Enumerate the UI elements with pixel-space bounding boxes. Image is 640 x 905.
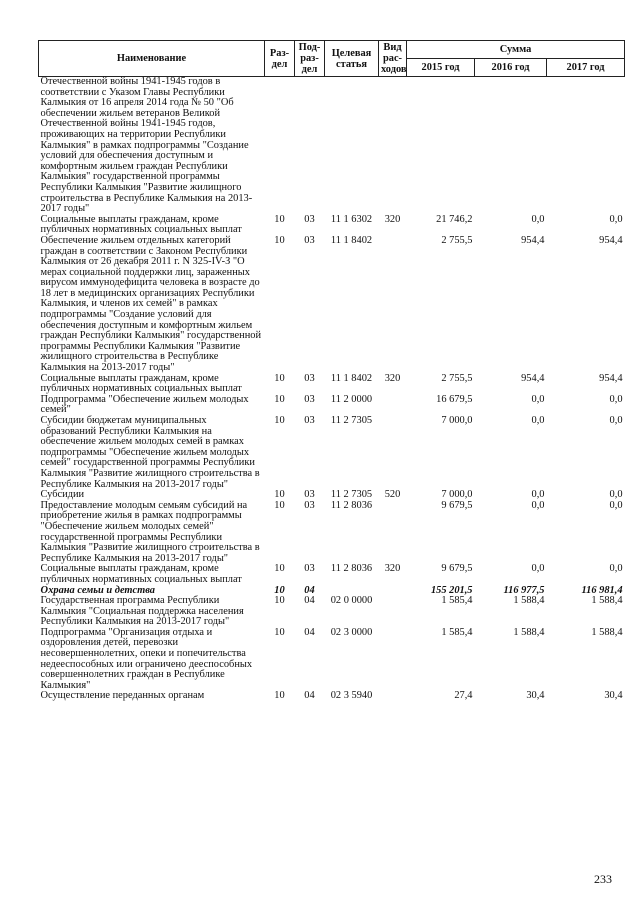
table-row [39,416,625,490]
cell-podrazdel: 03 [304,499,315,511]
cell-razdel: 10 [274,234,285,246]
cell-expense-type [379,596,407,628]
cell-podrazdel: 03 [304,563,315,575]
table-row [39,596,625,628]
cell-target-article: 11 1 8402 [330,372,373,384]
cell-podrazdel: 03 [304,372,315,384]
cell-sum-2015: 7 000,0 [441,415,473,426]
cell-sum-2016: 0,0 [531,489,545,501]
header-year-2017: 2017 год [547,59,625,77]
cell-expense-type [379,236,407,374]
header-year-2015: 2015 год [407,59,475,77]
cell-podrazdel: 03 [304,489,315,501]
header-name: Наименование [39,41,265,77]
table-row [39,691,625,702]
cell-name: Подпрограмма "Организация отдыха и оздоровления детей, перевозки несовершеннолетних, опеки и попечительства недееспособных или ограничено дееспособных совершеннолетних граждан в Республике Калмыкия" [40,626,253,691]
cell-target-article [325,77,379,215]
cell-expense-type: 320 [384,213,401,225]
table-row [39,236,625,374]
budget-table [38,40,625,702]
cell-sum-2016: 1 588,4 [513,595,545,607]
cell-podrazdel: 03 [304,393,315,405]
cell-target-article: 11 2 0000 [330,393,373,405]
cell-target-article: 02 3 5940 [330,690,373,702]
cell-name: Предоставление молодым семьям субсидий на приобретение жилья в рамках подпрограммы "Обеспечение жильем молодых семей" государственной программы Республики Калмыкия "Развитие жилищного строительства в Республике Калмыкия на 2013-2017 годы" [40,499,260,564]
cell-razdel: 10 [274,626,285,638]
cell-sum-2015: 21 746,2 [436,213,473,225]
table-row [39,564,625,585]
cell-razdel: 10 [274,393,285,405]
cell-sum-2015: 2 755,5 [441,234,473,246]
cell-expense-type [379,416,407,490]
cell-podrazdel: 03 [304,234,315,246]
header-razdel: Раз-дел [265,41,295,77]
cell-sum-2017: 30,4 [604,690,623,702]
cell-target-article: 11 2 8036 [330,563,373,575]
header-sum: Сумма [407,41,625,59]
cell-sum-2016: 0,0 [531,499,545,511]
cell-razdel: 10 [274,563,285,575]
table-row [39,215,625,236]
table-row [39,77,625,215]
table-row [39,501,625,565]
cell-razdel: 10 [274,690,285,702]
cell-sum-2017: 0,0 [609,393,623,405]
cell-podrazdel [295,77,325,215]
cell-sum-2017: 0,0 [609,415,623,426]
cell-expense-type [379,628,407,692]
cell-target-article: 11 2 7305 [330,415,373,426]
cell-sum-2017: 116 981,4 [581,584,623,596]
cell-razdel: 10 [274,415,285,426]
cell-razdel: 10 [274,213,285,225]
cell-podrazdel: 03 [304,213,315,225]
cell-sum-2016: 0,0 [531,415,545,426]
cell-sum-2015: 16 679,5 [436,393,473,405]
cell-target-article: 02 0 0000 [330,595,373,607]
cell-sum-2016: 30,4 [526,690,545,702]
cell-sum-2015: 1 585,4 [441,626,473,638]
cell-podrazdel: 04 [304,626,315,638]
cell-sum-2017: 1 588,4 [591,626,623,638]
cell-sum-2017 [547,77,625,215]
cell-name: Социальные выплаты гражданам, кроме публичных нормативных социальных выплат [40,213,242,236]
cell-sum-2015: 9 679,5 [441,563,473,575]
table-row [39,395,625,416]
cell-podrazdel: 04 [304,584,315,596]
cell-sum-2017: 0,0 [609,563,623,575]
table-header [39,41,625,77]
cell-sum-2015 [407,77,475,215]
cell-sum-2015: 2 755,5 [441,372,473,384]
cell-podrazdel: 04 [304,595,315,607]
cell-razdel: 10 [274,372,285,384]
cell-sum-2016: 0,0 [531,563,545,575]
cell-sum-2017: 954,4 [599,234,623,246]
cell-sum-2016: 954,4 [521,234,545,246]
cell-name: Охрана семьи и детства [40,584,155,596]
cell-name: Государственная программа Республики Калмыкия "Социальная поддержка населения Республики Калмыкия на 2013-2017 годы" [40,595,244,628]
cell-expense-type [379,501,407,565]
cell-name: Отечественной войны 1941-1945 годов в соответствии с Указом Главы Республики Калмыкия от 16 апреля 2014 года № 50 "Об обеспечении жильем ветеранов Великой Отечественной войны 1941-1945 годов, проживающих на территории Республики Калмыкия" в рамках подпрограммы "Создание условий для обеспечения доступным и комфортным жильем граждан Республики Калмыкия" государственной программы Республики Калмыкия "Развитие жилищного строительства в Республике Калмыкия на 2013-2017 годы" [40,76,253,215]
cell-expense-type: 520 [384,489,401,501]
cell-sum-2017: 0,0 [609,489,623,501]
cell-name: Осуществление переданных органам [40,690,205,702]
cell-expense-type [379,691,407,702]
cell-expense-type: 320 [384,372,401,384]
cell-expense-type: 320 [384,563,401,575]
cell-target-article: 02 3 0000 [330,626,373,638]
cell-name: Социальные выплаты гражданам, кроме публичных нормативных социальных выплат [40,372,242,395]
cell-expense-type [379,395,407,416]
cell-sum-2015: 155 201,5 [430,584,473,596]
cell-podrazdel: 03 [304,415,315,426]
cell-sum-2015: 7 000,0 [441,489,473,501]
table-row [39,374,625,395]
cell-name: Субсидии бюджетам муниципальных образований Республики Калмыкия на обеспечение жильем молодых семей в рамках подпрограммы "Обеспечение жильем молодых семей" государственной программы Республики Калмыкия "Развитие жилищного строительства в Республике Калмыкия на 2013-2017 годы" [40,415,260,490]
cell-sum-2017: 1 588,4 [591,595,623,607]
header-expense-type: Вид рас-ходов [379,41,407,77]
cell-razdel [265,77,295,215]
cell-razdel: 10 [274,584,285,596]
cell-sum-2016: 116 977,5 [503,584,545,596]
cell-name: Подпрограмма "Обеспечение жильем молодых семей" [40,393,249,416]
cell-sum-2016 [475,77,547,215]
cell-name: Обеспечение жильем отдельных категорий граждан в соответствии с Законом Республики Калмыкия от 26 декабря 2011 г. N 325-IV-З "О мерах социальной поддержки лиц, зараженных вирусом иммунодефицита человека в возрасте до 18 лет в медицинских организациях Республики Калмыкия, и членов их семей" в рамках подпрограммы "Создание условий для обеспечения доступным и комфортным жильем граждан Республики Калмыкия" государственной программы Республики Калмыкия "Развитие жилищного строительства в Республике Калмыкия на 2013-2017 годы" [40,234,262,374]
cell-sum-2017: 0,0 [609,213,623,225]
cell-target-article: 11 1 6302 [330,213,373,225]
header-year-2016: 2016 год [475,59,547,77]
header-podrazdel: Под-раз-дел [295,41,325,77]
cell-target-article: 11 2 8036 [330,499,373,511]
cell-sum-2015: 1 585,4 [441,595,473,607]
cell-sum-2016: 954,4 [521,372,545,384]
cell-expense-type [379,77,407,215]
cell-target-article: 11 1 8402 [330,234,373,246]
cell-razdel: 10 [274,595,285,607]
cell-sum-2015: 9 679,5 [441,499,473,511]
cell-sum-2016: 1 588,4 [513,626,545,638]
cell-sum-2015: 27,4 [454,690,473,702]
cell-target-article: 11 2 7305 [330,489,373,501]
page-number: 233 [594,872,612,886]
table-row [39,628,625,692]
cell-sum-2017: 954,4 [599,372,623,384]
header-target-article: Целевая статья [325,41,379,77]
cell-sum-2016: 0,0 [531,393,545,405]
cell-expense-type [379,586,407,597]
table-body [39,77,625,703]
cell-podrazdel: 04 [304,690,315,702]
cell-sum-2016: 0,0 [531,213,545,225]
cell-razdel: 10 [274,489,285,501]
cell-name: Субсидии [40,489,85,501]
cell-name: Социальные выплаты гражданам, кроме публичных нормативных социальных выплат [40,563,242,585]
cell-razdel: 10 [274,499,285,511]
cell-sum-2017: 0,0 [609,499,623,511]
